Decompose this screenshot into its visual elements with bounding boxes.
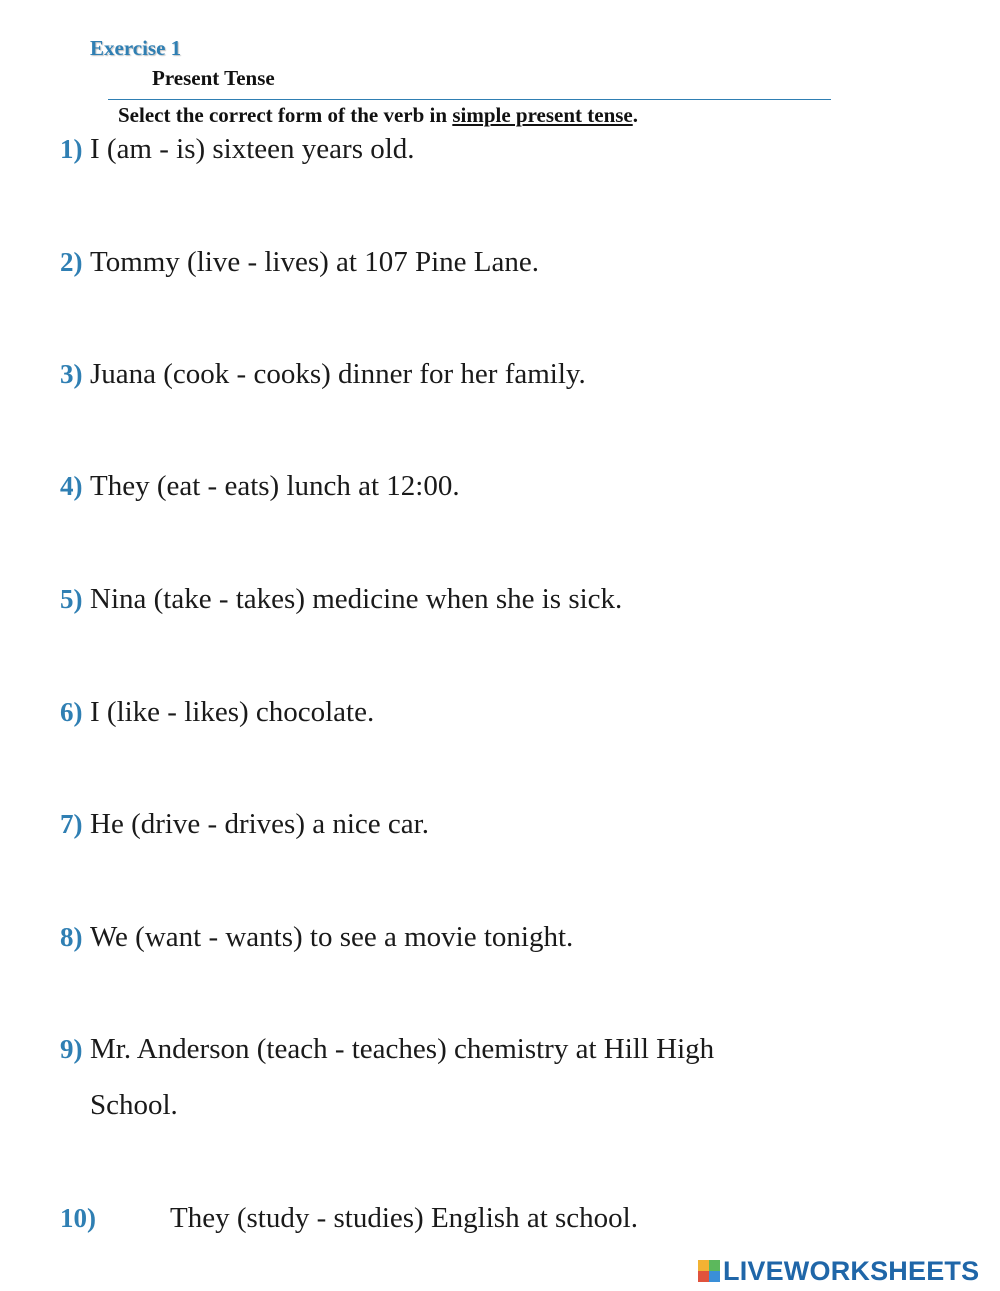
instruction-underlined: simple present tense — [452, 103, 633, 127]
question-text[interactable]: Nina (take - takes) medicine when she is sick. — [90, 583, 623, 615]
question-number: 6) — [60, 697, 83, 727]
exercise-subtitle: Present Tense — [152, 66, 275, 90]
question-text[interactable]: They (eat - eats) lunch at 12:00. — [90, 470, 460, 502]
question-number: 3) — [60, 359, 83, 389]
question-text[interactable]: Tommy (live - lives) at 107 Pine Lane. — [90, 246, 539, 278]
header-divider — [108, 99, 831, 100]
question-text[interactable]: I (am - is) sixteen years old. — [90, 133, 415, 165]
question-1 — [60, 121, 415, 177]
question-number: 10) — [60, 1203, 96, 1233]
question-text[interactable]: They (study - studies) English at school. — [170, 1202, 638, 1234]
liveworksheets-logo — [698, 1255, 979, 1287]
logo-square — [709, 1260, 720, 1271]
question-number: 4) — [60, 471, 83, 501]
question-text[interactable]: Mr. Anderson (teach - teaches) chemistry at Hill High — [90, 1033, 715, 1065]
question-9-continuation[interactable]: School. — [90, 1089, 178, 1121]
question-9 — [60, 1021, 714, 1077]
question-text[interactable]: I (like - likes) chocolate. — [90, 696, 375, 728]
exercise-title: Exercise 1 — [90, 36, 182, 60]
question-text[interactable]: Juana (cook - cooks) dinner for her family. — [90, 358, 586, 390]
question-number: 5) — [60, 584, 83, 614]
instruction-prefix: Select the correct form of the verb in — [118, 103, 453, 127]
question-6 — [60, 684, 374, 740]
instruction-suffix: . — [632, 103, 638, 127]
logo-square — [698, 1271, 709, 1282]
logo-grid-icon — [698, 1260, 720, 1282]
question-number: 8) — [60, 922, 83, 952]
question-number: 1) — [60, 134, 83, 164]
question-number: 9) — [60, 1034, 83, 1064]
question-2 — [60, 234, 539, 290]
logo-square — [698, 1260, 709, 1271]
question-8 — [60, 909, 573, 965]
question-4 — [60, 458, 460, 514]
question-number: 2) — [60, 247, 83, 277]
logo-text: LIVEWORKSHEETS — [723, 1255, 980, 1286]
question-3 — [60, 346, 586, 402]
question-5 — [60, 571, 622, 627]
logo-square — [709, 1271, 720, 1282]
question-7 — [60, 796, 429, 852]
question-text[interactable]: We (want - wants) to see a movie tonight. — [90, 921, 574, 953]
question-number: 7) — [60, 809, 83, 839]
question-10 — [60, 1190, 638, 1246]
question-text[interactable]: He (drive - drives) a nice car. — [90, 808, 429, 840]
